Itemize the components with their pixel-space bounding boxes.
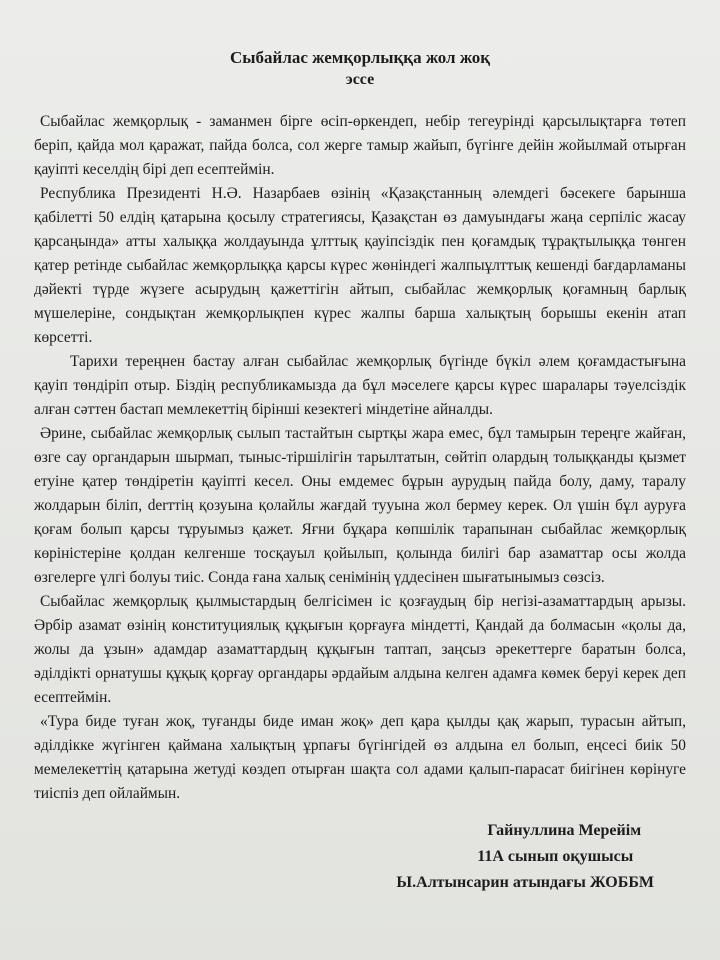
paragraph-6: «Тура биде туған жоқ, туғанды биде иман жоқ» деп қара қылды қақ жарып, турасын айтып, әділдікке жүгінген қаймана халықтың ұрпағы бүгінгідей өз алдына ел болып, еңсесі биік 50 мемелекеттің қатарына жетуді көздеп отырған шақта сол адами қалып-парасат биігінен көрінуге тиіспіз деп ойлаймын. (34, 713, 686, 802)
essay-body (34, 48, 686, 806)
signature-block (396, 818, 654, 896)
paragraph-5: Сыбайлас жемқорлық қылмыстардың белгісімен іс қозғаудың бір негізі-азаматтардың арызы. Әрбір азамат өзінің конституциялық құқығын қорғауға міндетті, Қандай да болмасын «қолы да, жолы да ұзын» адамдар азаматтардың құқығын таптап, заңсыз әрекеттерге баратын болса, әділдікті орнатушы құқық қорғау органдары әрдайым алдына келген адамға көмек беруі керек деп есептеймін. (34, 593, 686, 706)
author-school: Ы.Алтынсарин атындағы ЖОББМ (396, 874, 654, 891)
author-class: 11А сынып оқушысы (477, 848, 634, 865)
paragraph-3: Тарихи тереңнен бастау алған сыбайлас жемқорлық бүгінде бүкіл әлем қоғамдастығына қауіп төндіріп отыр. Біздің республикамызда да бұл мәселеге қарсы күрес шаралары тәуелсіздік алған сәттен бастап мемлекеттің бірінші кезектегі міндетіне айналды. (34, 353, 686, 418)
author-name: Гайнуллина Мерейім (487, 822, 642, 839)
paragraph-1: Сыбайлас жемқорлық - заманмен бірге өсіп-өркендеп, небір тегеурінді қарсылықтарға төтеп беріп, қайда мол қаражат, пайда болса, сол жерге тамыр жайып, бүгінге дейін жойылмай отырған қауіпті кеселдің бірі деп есептеймін. (34, 113, 686, 178)
paragraph-2: Республика Президенті Н.Ә. Назарбаев өзінің «Қазақстанның әлемдегі бәсекеге барынша қабілетті 50 елдің қатарына қосылу стратегиясы, Қазақстан өз дамуындағы жаңа серпіліс жасау қарсаңында» атты халыққа жолдауында ұлттық қауіпсіздік пен қоғамдық тұрақтылыққа төнген қатер ретінде сыбайлас жемқорлыққа қарсы күрес жөніндегі жалпыұлттық кешенді бағдарламаны дәйекті түрде жүзеге асырудың қажеттігін айтып, сыбайлас жемқорлық қоғамның барлық мүшелеріне, сондықтан жемқорлықпен күрес жалпы барша халықтың борышы екенін атап көрсетті. (34, 185, 686, 346)
essay-subtitle: эссе (345, 71, 375, 88)
paragraph-4: Әрине, сыбайлас жемқорлық сылып тастайтын сыртқы жара емес, бұл тамырын тереңге жайған, өзге сау органдарын шырмап, тыныс-тіршілігін тарылтатын, сөйтіп олардың толыққанды қызмет етуіне қатер төндіретін қауіпті кесел. Оны емдемес бұрын аурудың пайда болу, даму, таралу жолдарын біліп, derттің қозуына қолайлы жағдай тууына жол бермеу керек. Ол үшін бұл ауруға қоғам болып қарсы тұруымыз қажет. Яғни бұқара көпшілік тарапынан сыбайлас жемқорлық көріністеріне қолдан келгенше тосқауыл қойылып, қолында билігі бар азаматтар осы жолда өзгелерге үлгі болуы тиіс. Сонда ғана халық сенімінің үддесінен шығатынымыз сөзсіз. (34, 425, 686, 586)
essay-title: Сыбайлас жемқорлыққа жол жоқ (229, 48, 491, 67)
